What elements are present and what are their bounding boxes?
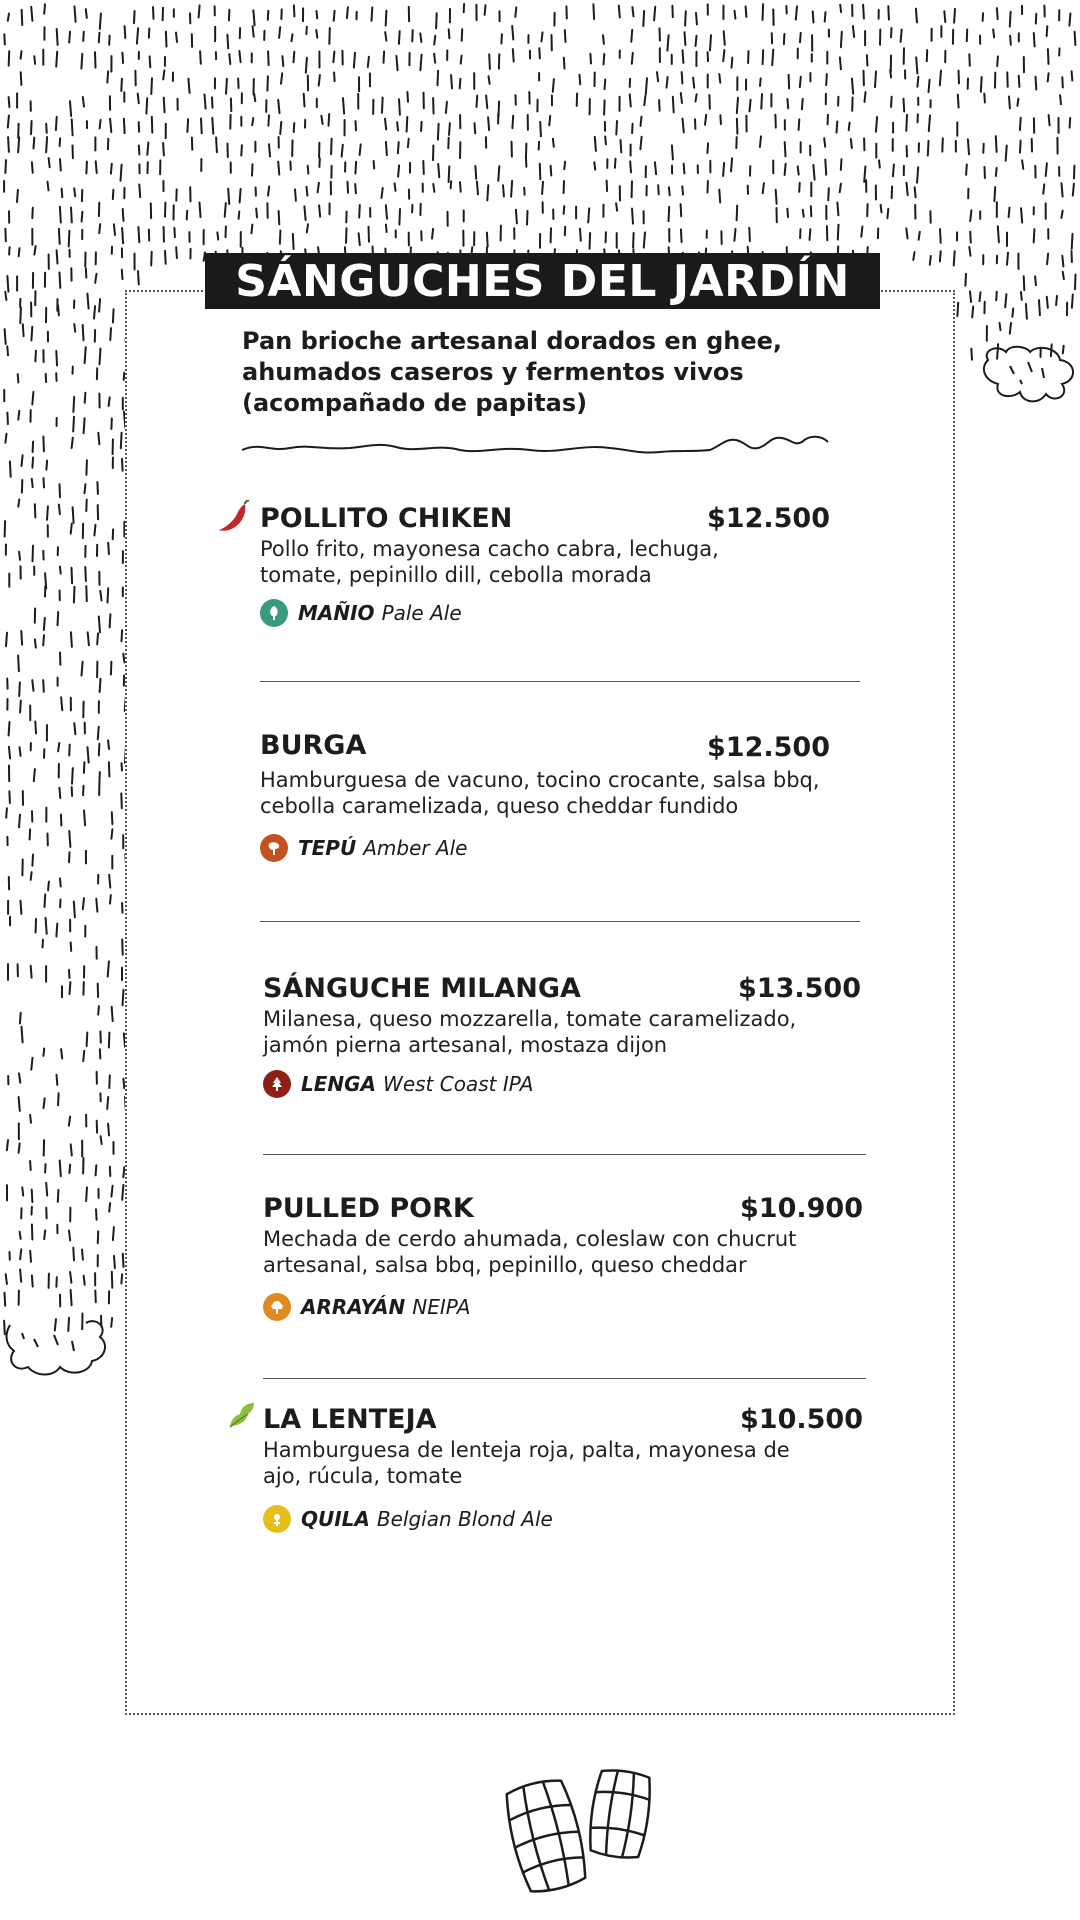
item-name: SÁNGUCHE MILANGA [263, 973, 581, 1004]
beer-style: Pale Ale [381, 601, 462, 625]
wavy-divider [240, 428, 830, 460]
item-divider [263, 1154, 866, 1155]
menu-title-banner [205, 253, 880, 309]
beer-name: LENGA [301, 1072, 377, 1096]
beer-style: Amber Ale [363, 836, 468, 860]
leaf-icon [226, 1400, 258, 1432]
menu-item-la-lenteja [263, 1404, 863, 1534]
chili-icon [215, 500, 251, 536]
subtitle-line: (acompañado de papitas) [242, 389, 588, 417]
beer-style: NEIPA [412, 1295, 471, 1319]
beer-style: West Coast IPA [383, 1072, 534, 1096]
beer-pairing [260, 599, 462, 627]
beer-name: MAÑIO [298, 601, 375, 625]
beer-name: ARRAYÁN [301, 1295, 406, 1319]
item-price: $10.900 [740, 1193, 863, 1224]
item-description-line: Mechada de cerdo ahumada, coleslaw con chucrut [263, 1227, 797, 1251]
beer-pairing [260, 834, 468, 862]
item-description-line: Hamburguesa de lenteja roja, palta, mayonesa de [263, 1438, 790, 1462]
item-description [260, 536, 900, 588]
tree-badge-icon [260, 834, 288, 862]
beer-pairing [263, 1070, 533, 1098]
item-description-line: jamón pierna artesanal, mostaza dijon [263, 1033, 668, 1057]
tree-badge-icon [260, 599, 288, 627]
item-description-line: Hamburguesa de vacuno, tocino crocante, salsa bbq, [260, 768, 820, 792]
menu-item-burga [260, 730, 830, 870]
menu-item-pollito-chiken [260, 503, 830, 633]
item-price: $12.500 [707, 732, 830, 763]
subtitle-line: ahumados caseros y fermentos vivos [242, 358, 744, 386]
item-divider [260, 921, 860, 922]
item-description-line: tomate, pepinillo dill, cebolla morada [260, 563, 652, 587]
item-name: POLLITO CHIKEN [260, 503, 513, 534]
subtitle-line: Pan brioche artesanal dorados en ghee, [242, 327, 783, 355]
menu-subtitle [242, 326, 842, 419]
item-description-line: ajo, rúcula, tomate [263, 1464, 463, 1488]
beer-name: TEPÚ [298, 836, 357, 860]
menu-item-pulled-pork [263, 1193, 863, 1323]
item-divider [260, 681, 860, 682]
item-description [260, 767, 920, 819]
tree-badge-icon [263, 1070, 291, 1098]
item-name: PULLED PORK [263, 1193, 474, 1224]
item-description-line: Pollo frito, mayonesa cacho cabra, lechuga, [260, 537, 719, 561]
beer-pairing [263, 1293, 471, 1321]
menu-item-sanguche-milanga [263, 973, 863, 1103]
item-description-line: Milanesa, queso mozzarella, tomate caramelizado, [263, 1007, 797, 1031]
item-name: LA LENTEJA [263, 1404, 437, 1435]
barrels-icon [500, 1760, 660, 1900]
beer-name: QUILA [301, 1507, 370, 1531]
item-description-line: cebolla caramelizada, queso cheddar fundido [260, 794, 739, 818]
item-name: BURGA [260, 730, 367, 761]
menu-title: SÁNGUCHES DEL JARDÍN [235, 255, 850, 307]
item-description-line: artesanal, salsa bbq, pepinillo, queso cheddar [263, 1253, 747, 1277]
sun-badge-icon [263, 1505, 291, 1533]
beer-pairing [263, 1505, 553, 1533]
item-price: $12.500 [707, 503, 830, 534]
item-description [263, 1226, 883, 1278]
splash-decoration-right [980, 340, 1080, 410]
item-description [263, 1437, 903, 1489]
beer-style: Belgian Blond Ale [376, 1507, 553, 1531]
item-divider [263, 1378, 866, 1379]
item-description [263, 1006, 903, 1058]
splash-decoration-left [0, 1315, 115, 1380]
tree-badge-icon [263, 1293, 291, 1321]
item-price: $10.500 [740, 1404, 863, 1435]
item-price: $13.500 [738, 973, 861, 1004]
